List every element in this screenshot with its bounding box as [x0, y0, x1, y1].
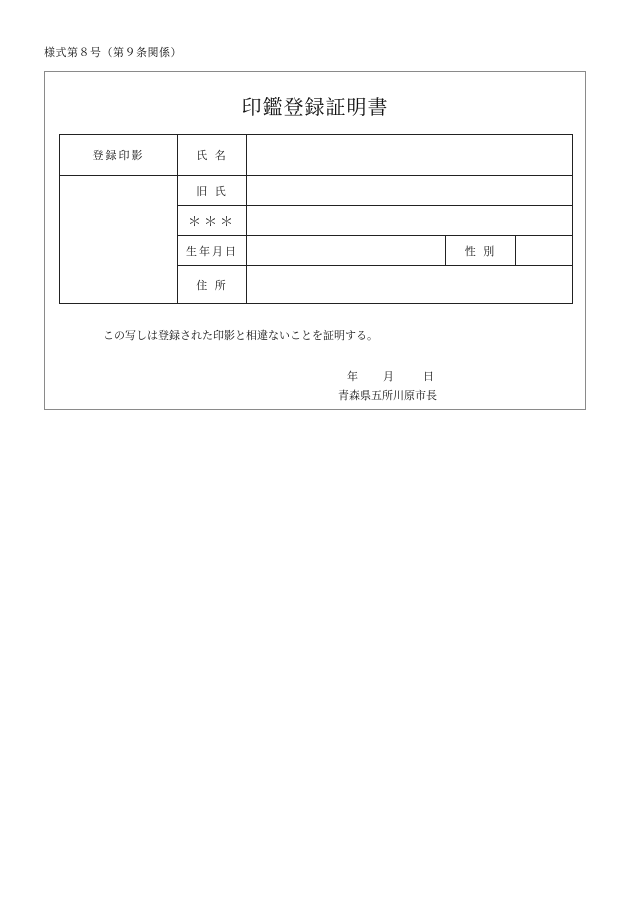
date-day-label: 日: [423, 370, 434, 383]
certification-statement: この写しは登録された印影と相違ないことを証明する。: [103, 329, 378, 342]
issue-date: [347, 368, 434, 384]
address-label: 住 所: [196, 278, 228, 292]
date-year-label: 年: [347, 370, 358, 383]
birthdate-value: [247, 236, 445, 265]
former-name-value: [247, 176, 572, 205]
name-value: [247, 135, 572, 175]
masked-field-label: ＊＊＊: [187, 215, 236, 230]
registration-table: [59, 134, 573, 304]
form-number: 様式第８号（第９条関係）: [44, 46, 182, 59]
former-name-label: 旧 氏: [196, 184, 228, 198]
seal-impression-area: [60, 176, 177, 303]
masked-field-value: [247, 206, 572, 235]
document-title: 印鑑登録証明書: [241, 95, 389, 119]
gender-value: [516, 236, 572, 265]
seal-impression-label: 登録印影: [92, 149, 145, 162]
birthdate-label: 生年月日: [186, 244, 238, 258]
issuer-name: 青森県五所川原市長: [338, 389, 437, 402]
gender-label: 性 別: [464, 244, 497, 258]
address-value: [247, 266, 572, 303]
date-month-label: 月: [383, 370, 394, 383]
name-label: 氏 名: [196, 149, 228, 162]
